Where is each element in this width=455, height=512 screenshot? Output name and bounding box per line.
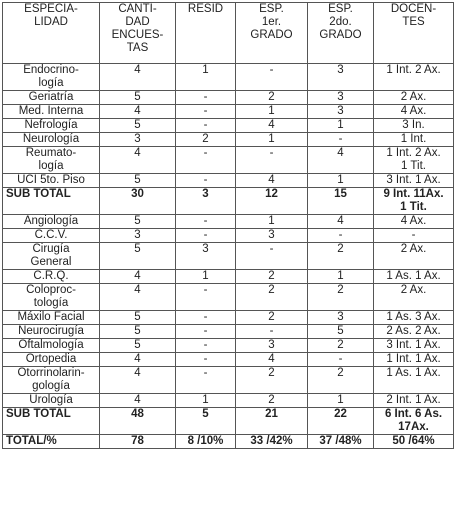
cell-especialidad: TOTAL/% (3, 435, 100, 449)
cell-especialidad: SUB TOTAL (3, 408, 100, 435)
header-esp-2do-grado: ESP. 2do. GRADO (308, 3, 374, 64)
cell-esp-1er: 33 /42% (236, 435, 308, 449)
cell-docentes: 2 As. 2 Ax. (374, 325, 454, 339)
cell-cantidad: 5 (100, 91, 176, 105)
table-row (3, 147, 454, 174)
cell-esp-1er: - (236, 243, 308, 270)
subtotal-row (3, 188, 454, 215)
header-docentes: DOCEN- TES (374, 3, 454, 64)
cell-especialidad: Coloproc- tología (3, 284, 100, 311)
cell-cantidad: 4 (100, 64, 176, 91)
cell-esp-1er: 2 (236, 394, 308, 408)
table-row (3, 394, 454, 408)
table-row (3, 284, 454, 311)
cell-docentes: 3 Int. 1 Ax. (374, 339, 454, 353)
cell-especialidad: Urología (3, 394, 100, 408)
cell-esp-1er: 2 (236, 91, 308, 105)
cell-esp-1er: 2 (236, 367, 308, 394)
cell-especialidad: Angiología (3, 215, 100, 229)
cell-resid: - (176, 91, 236, 105)
cell-especialidad: SUB TOTAL (3, 188, 100, 215)
cell-especialidad: Nefrología (3, 119, 100, 133)
cell-especialidad: C.R.Q. (3, 270, 100, 284)
cell-esp-1er: 4 (236, 119, 308, 133)
table-row (3, 64, 454, 91)
cell-esp-2do: 3 (308, 91, 374, 105)
cell-resid: 1 (176, 64, 236, 91)
cell-docentes: 3 Int. 1 Ax. (374, 174, 454, 188)
cell-especialidad: Oftalmología (3, 339, 100, 353)
cell-esp-2do: 4 (308, 147, 374, 174)
cell-cantidad: 4 (100, 270, 176, 284)
cell-especialidad: UCI 5to. Piso (3, 174, 100, 188)
cell-cantidad: 78 (100, 435, 176, 449)
table-row (3, 119, 454, 133)
table-row (3, 243, 454, 270)
cell-docentes: 4 Ax. (374, 105, 454, 119)
cell-docentes: 2 Ax. (374, 243, 454, 270)
table-row (3, 215, 454, 229)
header-row (3, 3, 454, 64)
cell-docentes: 1 As. 3 Ax. (374, 311, 454, 325)
cell-resid: 5 (176, 408, 236, 435)
cell-esp-1er: - (236, 325, 308, 339)
cell-esp-1er: 4 (236, 174, 308, 188)
cell-resid: - (176, 284, 236, 311)
cell-esp-2do: 3 (308, 105, 374, 119)
cell-docentes: 50 /64% (374, 435, 454, 449)
specialty-table (2, 2, 454, 449)
cell-esp-2do: - (308, 353, 374, 367)
cell-cantidad: 4 (100, 394, 176, 408)
cell-cantidad: 30 (100, 188, 176, 215)
cell-docentes: 1 Int. 1 Ax. (374, 353, 454, 367)
cell-docentes: 1 As. 1 Ax. (374, 367, 454, 394)
cell-cantidad: 4 (100, 105, 176, 119)
header-especialidad: ESPECIA- LIDAD (3, 3, 100, 64)
cell-resid: 2 (176, 133, 236, 147)
table-row (3, 91, 454, 105)
cell-esp-1er: 12 (236, 188, 308, 215)
cell-resid: - (176, 174, 236, 188)
cell-especialidad: Ortopedia (3, 353, 100, 367)
subtotal-row (3, 408, 454, 435)
cell-cantidad: 4 (100, 284, 176, 311)
cell-docentes: 1 Int. 2 Ax. 1 Tit. (374, 147, 454, 174)
cell-esp-2do: 2 (308, 367, 374, 394)
cell-docentes: 1 As. 1 Ax. (374, 270, 454, 284)
table-row (3, 353, 454, 367)
cell-esp-1er: 3 (236, 339, 308, 353)
cell-especialidad: Endocrino- logía (3, 64, 100, 91)
cell-esp-2do: 1 (308, 394, 374, 408)
table-body (3, 64, 454, 449)
cell-especialidad: Cirugía General (3, 243, 100, 270)
cell-especialidad: Reumato- logía (3, 147, 100, 174)
table-row (3, 367, 454, 394)
cell-docentes: 2 Int. 1 Ax. (374, 394, 454, 408)
cell-cantidad: 3 (100, 229, 176, 243)
cell-especialidad: Geriatría (3, 91, 100, 105)
cell-especialidad: Med. Interna (3, 105, 100, 119)
cell-docentes: 2 Ax. (374, 91, 454, 105)
cell-resid: - (176, 339, 236, 353)
cell-esp-2do: 3 (308, 64, 374, 91)
cell-esp-1er: - (236, 64, 308, 91)
cell-cantidad: 5 (100, 243, 176, 270)
table-row (3, 229, 454, 243)
cell-resid: - (176, 215, 236, 229)
cell-esp-1er: 3 (236, 229, 308, 243)
cell-esp-1er: 2 (236, 311, 308, 325)
cell-esp-1er: 1 (236, 105, 308, 119)
table-row (3, 174, 454, 188)
table-row (3, 133, 454, 147)
cell-resid: 1 (176, 270, 236, 284)
cell-esp-2do: 2 (308, 243, 374, 270)
total-row (3, 435, 454, 449)
cell-cantidad: 5 (100, 325, 176, 339)
cell-esp-2do: 2 (308, 284, 374, 311)
cell-esp-1er: 2 (236, 284, 308, 311)
cell-resid: 3 (176, 188, 236, 215)
cell-esp-1er: 4 (236, 353, 308, 367)
cell-esp-2do: 15 (308, 188, 374, 215)
cell-docentes: 3 In. (374, 119, 454, 133)
cell-docentes: 1 Int. (374, 133, 454, 147)
cell-resid: - (176, 229, 236, 243)
cell-especialidad: Neurología (3, 133, 100, 147)
cell-docentes: 9 Int. 11Ax. 1 Tit. (374, 188, 454, 215)
cell-resid: - (176, 353, 236, 367)
cell-cantidad: 3 (100, 133, 176, 147)
cell-esp-2do: 22 (308, 408, 374, 435)
cell-esp-2do: - (308, 229, 374, 243)
table-row (3, 339, 454, 353)
cell-cantidad: 5 (100, 215, 176, 229)
cell-especialidad: Otorrinolarin- gología (3, 367, 100, 394)
table-row (3, 311, 454, 325)
cell-esp-2do: 5 (308, 325, 374, 339)
cell-esp-1er: 2 (236, 270, 308, 284)
cell-cantidad: 5 (100, 174, 176, 188)
cell-resid: - (176, 105, 236, 119)
cell-resid: 1 (176, 394, 236, 408)
cell-resid: 8 /10% (176, 435, 236, 449)
cell-docentes: 6 Int. 6 As. 17Ax. (374, 408, 454, 435)
cell-docentes: - (374, 229, 454, 243)
cell-docentes: 1 Int. 2 Ax. (374, 64, 454, 91)
cell-esp-1er: 1 (236, 215, 308, 229)
header-esp-1er-grado: ESP. 1er. GRADO (236, 3, 308, 64)
cell-cantidad: 5 (100, 311, 176, 325)
cell-cantidad: 5 (100, 339, 176, 353)
cell-esp-2do: 1 (308, 270, 374, 284)
table-row (3, 270, 454, 284)
cell-cantidad: 4 (100, 367, 176, 394)
table-row (3, 325, 454, 339)
cell-cantidad: 5 (100, 119, 176, 133)
cell-resid: 3 (176, 243, 236, 270)
header-cantidad-encuestas: CANTI- DAD ENCUES- TAS (100, 3, 176, 64)
cell-especialidad: Neurocirugía (3, 325, 100, 339)
cell-resid: - (176, 147, 236, 174)
table-row (3, 105, 454, 119)
cell-esp-2do: 1 (308, 119, 374, 133)
cell-esp-2do: - (308, 133, 374, 147)
cell-cantidad: 4 (100, 147, 176, 174)
cell-esp-2do: 3 (308, 311, 374, 325)
cell-docentes: 2 Ax. (374, 284, 454, 311)
cell-resid: - (176, 367, 236, 394)
cell-esp-1er: - (236, 147, 308, 174)
header-resid: RESID (176, 3, 236, 64)
cell-esp-1er: 1 (236, 133, 308, 147)
cell-esp-2do: 37 /48% (308, 435, 374, 449)
table-container (2, 2, 454, 449)
cell-docentes: 4 Ax. (374, 215, 454, 229)
cell-resid: - (176, 325, 236, 339)
cell-esp-2do: 2 (308, 339, 374, 353)
cell-esp-2do: 4 (308, 215, 374, 229)
cell-esp-1er: 21 (236, 408, 308, 435)
cell-resid: - (176, 311, 236, 325)
cell-resid: - (176, 119, 236, 133)
cell-especialidad: Máxilo Facial (3, 311, 100, 325)
cell-cantidad: 48 (100, 408, 176, 435)
cell-esp-2do: 1 (308, 174, 374, 188)
cell-especialidad: C.C.V. (3, 229, 100, 243)
cell-cantidad: 4 (100, 353, 176, 367)
